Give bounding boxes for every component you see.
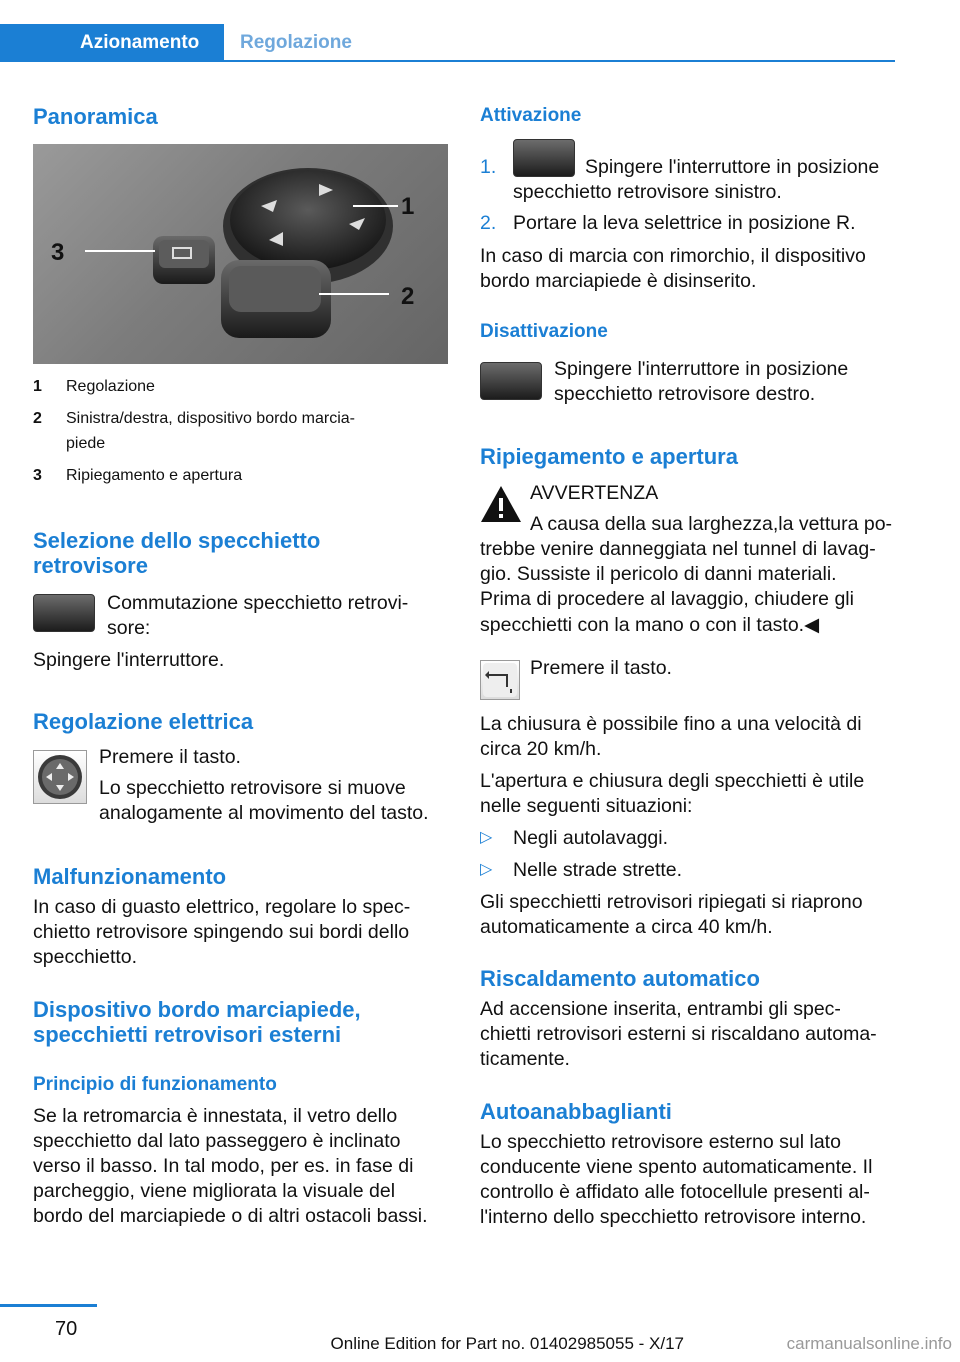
heading-ripiegamento: Ripiegamento e apertura (480, 444, 738, 469)
commutazione-line1: Commutazione specchietto retrovi‐ (107, 592, 409, 614)
watermark: carmanualsonline.info (786, 1334, 952, 1353)
heading-riscaldamento: Riscaldamento automatico (480, 966, 760, 991)
malf-line1: In caso di guasto elettrico, regolare lo spec‐ (33, 896, 411, 918)
legend-num-1: 1 (33, 378, 42, 395)
risc-line1: Ad accensione inserita, entrambi gli spec‐ (480, 998, 841, 1020)
heading-selezione-2: retrovisore (33, 553, 148, 578)
chiusura-line2: circa 20 km/h. (480, 738, 602, 760)
warn-line3: gio. Sussiste il pericolo di danni materiali. (480, 563, 837, 585)
premere-right: Premere il tasto. (530, 657, 672, 679)
heading-autoanabbaglianti: Autoanabbaglianti (480, 1099, 672, 1124)
warn-line2: trebbe venire danneggiata nel tunnel di lavag‐ (480, 538, 876, 560)
tab-regolazione[interactable]: Regolazione (240, 32, 352, 53)
rimorchio-line1: In caso di marcia con rimorchio, il dispositivo (480, 245, 866, 267)
legend-text-1: Regolazione (66, 378, 155, 395)
bullet-marker-2: ▷ (480, 861, 493, 878)
auto-line2: conducente viene spento automaticamente. Il (480, 1156, 873, 1178)
malf-line2: chietto retrovisore spingendo sui bordi dello (33, 921, 410, 943)
mirror-control-photo (33, 144, 448, 364)
premere-left: Premere il tasto. (99, 746, 241, 768)
apertura-line2: nelle seguenti situazioni: (480, 795, 693, 817)
heading-dispositivo-1: Dispositivo bordo marciapiede, (33, 997, 361, 1022)
heading-attivazione: Attivazione (480, 105, 582, 126)
auto-line1: Lo specchietto retrovisore esterno sul lato (480, 1131, 841, 1153)
tab-azionamento[interactable]: Azionamento (0, 24, 224, 62)
princ-line3: verso il basso. In tal modo, per es. in fase di (33, 1155, 414, 1177)
bullet-1: Negli autolavaggi. (513, 827, 669, 849)
commutazione-line2: sore: (107, 617, 151, 639)
fold-button-icon (480, 660, 520, 700)
auto-line4: l'interno dello specchietto retrovisore interno. (480, 1206, 867, 1228)
dis-line2: specchietto retrovisore destro. (554, 383, 816, 405)
heading-selezione-1: Selezione dello specchietto (33, 528, 321, 553)
chiusura-line1: La chiusura è possibile fino a una velocità di (480, 713, 862, 735)
princ-line2: specchietto dal lato passeggero è inclinato (33, 1130, 401, 1152)
legend-text-3: Ripiegamento e apertura (66, 467, 243, 484)
mirror-control-illustration (33, 144, 448, 364)
header-rule (224, 60, 895, 62)
malf-line3: specchietto. (33, 946, 138, 968)
auto-line3: controllo è affidato alle fotocellule presenti al‐ (480, 1181, 870, 1203)
edition-text: Online Edition for Part no. 01402985055 - X/17 (330, 1334, 684, 1353)
specchietto-line2: analogamente al movimento del tasto. (99, 802, 429, 824)
heading-panoramica: Panoramica (33, 104, 158, 129)
specchietto-line1: Lo specchietto retrovisore si muove (99, 777, 406, 799)
warn-line5: specchietti con la mano o con il tasto.◀ (480, 614, 820, 636)
heading-malfunzionamento: Malfunzionamento (33, 864, 227, 889)
page-number: 70 (55, 1318, 78, 1340)
bullet-marker-1: ▷ (480, 829, 493, 846)
mirror-switch-right-icon (480, 362, 542, 400)
step1-num: 1. (480, 156, 497, 178)
step2-text: Portare la leva selettrice in posizione R. (513, 212, 856, 234)
princ-line5: bordo del marciapiede o di altri ostacoli bassi. (33, 1205, 428, 1227)
header-tabs (0, 24, 895, 62)
princ-line4: parcheggio, viene migliorata la visuale del (33, 1180, 396, 1202)
bullet-2: Nelle strade strette. (513, 859, 683, 881)
rimorchio-line2: bordo marciapiede è disinserito. (480, 270, 757, 292)
riaprono-line1: Gli specchietti retrovisori ripiegati si riaprono (480, 891, 863, 913)
mirror-switch-icon (33, 594, 95, 632)
heading-regolazione-elettrica: Regolazione elettrica (33, 709, 254, 734)
legend-text-2a: Sinistra/destra, dispositivo bordo marcia‐ (66, 410, 356, 427)
spingere-text: Spingere l'interruttore. (33, 649, 225, 671)
princ-line1: Se la retromarcia è innestata, il vetro dello (33, 1105, 398, 1127)
step2-num: 2. (480, 212, 497, 234)
figure-label-1: 1 (401, 193, 415, 220)
dis-line1: Spingere l'interruttore in posizione (554, 358, 849, 380)
legend-num-2: 2 (33, 410, 42, 427)
risc-line3: ticamente. (480, 1048, 570, 1070)
mirror-switch-left-icon (513, 139, 575, 177)
avvertenza-label: AVVERTENZA (530, 482, 659, 504)
riaprono-line2: automaticamente a circa 40 km/h. (480, 916, 773, 938)
legend-text-2b: piede (66, 435, 106, 452)
heading-principio: Principio di funzionamento (33, 1074, 277, 1095)
warn-line4: Prima di procedere al lavaggio, chiudere gli (480, 588, 854, 610)
footer-rule (0, 1304, 97, 1307)
step1-line1: Spingere l'interruttore in posizione (585, 156, 880, 178)
figure-label-2: 2 (401, 283, 415, 310)
step1-line2: specchietto retrovisore sinistro. (513, 181, 782, 203)
figure-label-3: 3 (51, 239, 65, 266)
apertura-line1: L'apertura e chiusura degli specchietti è utile (480, 770, 865, 792)
risc-line2: chietti retrovisori esterni si riscaldano automa‐ (480, 1023, 877, 1045)
warning-icon (480, 484, 522, 524)
heading-dispositivo-2: specchietti retrovisori esterni (33, 1022, 342, 1047)
legend-num-3: 3 (33, 467, 42, 484)
adjustment-knob-icon (33, 750, 87, 804)
warn-line1: A causa della sua larghezza,la vettura po‐ (530, 513, 893, 535)
heading-disattivazione: Disattivazione (480, 321, 608, 342)
